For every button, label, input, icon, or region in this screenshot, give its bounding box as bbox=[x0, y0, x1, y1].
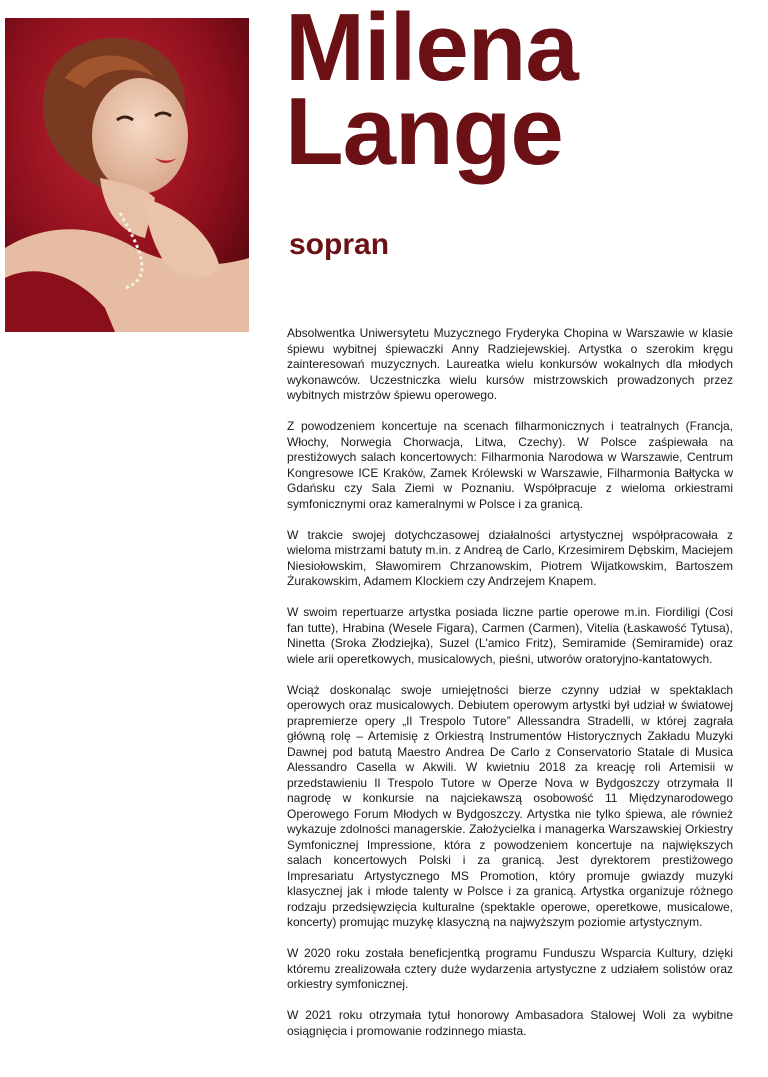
artist-last-name: Lange bbox=[285, 78, 563, 185]
artist-name bbox=[285, 0, 578, 185]
voice-type: sopran bbox=[289, 228, 390, 261]
bio-paragraph: W 2020 roku została beneficjentką programu Funduszu Wsparcia Kultury, dzięki któremu zrealizowała cztery duże wydarzenia artystyczne z udziałem solistów oraz orkiestry symfonicznej. bbox=[287, 946, 733, 991]
bio-paragraph: W swoim repertuarze artystka posiada liczne partie operowe m.in. Fiordiligi (Cosi fan tutte), Hrabina (Wesele Figara), Carmen (Carmen), Vitelia (Łaskawość Tytusa), Ninetta (Sroka Złodziejka), Suzel (L'amico Fritz), Semiramide (Semiramide) oraz wiele arii operetkowych, musicalowych, pieśni, utworów oratoryjno-kantatowych. bbox=[287, 605, 733, 666]
artist-first-name: Milena bbox=[285, 0, 578, 101]
portrait-illustration bbox=[5, 18, 249, 332]
bio-paragraph: Z powodzeniem koncertuje na scenach filharmonicznych i teatralnych (Francja, Włochy, Norwegia Chorwacja, Litwa, Czechy). W Polsce zaśpiewała na prestiżowych salach koncertowych: Filharmonia Narodowa w Warszawie, Centrum Kongresowe ICE Kraków, Zamek Królewski w Warszawie, Filharmonia Bałtycka w Gdańsku czy Sala Ziemi w Poznaniu. Współpracuje z wieloma orkiestrami symfonicznymi oraz kameralnymi w Polsce i za granicą. bbox=[287, 419, 733, 511]
portrait-photo bbox=[5, 18, 249, 332]
bio-paragraph: Wciąż doskonaląc swoje umiejętności bierze czynny udział w spektaklach operowych oraz musicalowych. Debiutem operowym artystki był udział w światowej prapremierze opery „Il Trespolo Tutore” Allessandra Stradelli, w której zagrała główną rolę – Artemisię z Orkiestrą Instrumentów Historycznych Zakładu Muzyki Dawnej pod batutą Maestro Andrea De Carlo z Conservatorio Statale di Musica Alessandro Casella w Akwili. W kwietniu 2018 za kreację roli Artemisii w przedstawieniu Il Trespolo Tutore w Operze Nova w Bydgoszczy otrzymała II nagrodę w konkursie na najciekawszą osobowość 11 Międzynarodowego Operowego Forum Młodych w Bydgoszczy. Artystka nie tylko śpiewa, ale również wykazuje zdolności managerskie. Założycielka i managerka Warszawskiej Orkiestry Symfonicznej Impressione, która z powodzeniem koncertuje na największych salach koncertowych Polski i za granicą. Jest dyrektorem prestiżowego Impresariatu Artystycznego MS Promotion, który promuje gwiazdy muzyki klasycznej jak i młode talenty w Polsce i za granicą. Artystka organizuje różnego rodzaju przedsięwzięcia kulturalne (spektakle operowe, operetkowe, musicalowe, koncerty) promując muzykę klasyczną na najwyższym poziomie artystycznym. bbox=[287, 682, 733, 929]
biography bbox=[287, 326, 733, 1055]
bio-paragraph: W 2021 roku otrzymała tytuł honorowy Ambasadora Stalowej Woli za wybitne osiągnięcia i promowanie rodzinnego miasta. bbox=[287, 1008, 733, 1038]
bio-paragraph: Absolwentka Uniwersytetu Muzycznego Fryderyka Chopina w Warszawie w klasie śpiewu wybitnej śpiewaczki Anny Radziejewskiej. Artystka o szerokim kręgu zainteresowań muzycznych. Laureatka wielu konkursów wokalnych dla młodych wykonawców. Uczestniczka wielu kursów mistrzowskich prowadzonych przez wybitnych mistrzów śpiewu operowego. bbox=[287, 326, 733, 402]
bio-paragraph: W trakcie swojej dotychczasowej działalności artystycznej współpracowała z wieloma mistrzami batuty m.in. z Andreą de Carlo, Krzesimirem Dębskim, Maciejem Niesiołowskim, Sławomirem Chrzanowskim, Piotrem Wijatkowskim, Bartoszem Żurakowskim, Adamem Klockiem czy Andrzejem Knapem. bbox=[287, 527, 733, 588]
